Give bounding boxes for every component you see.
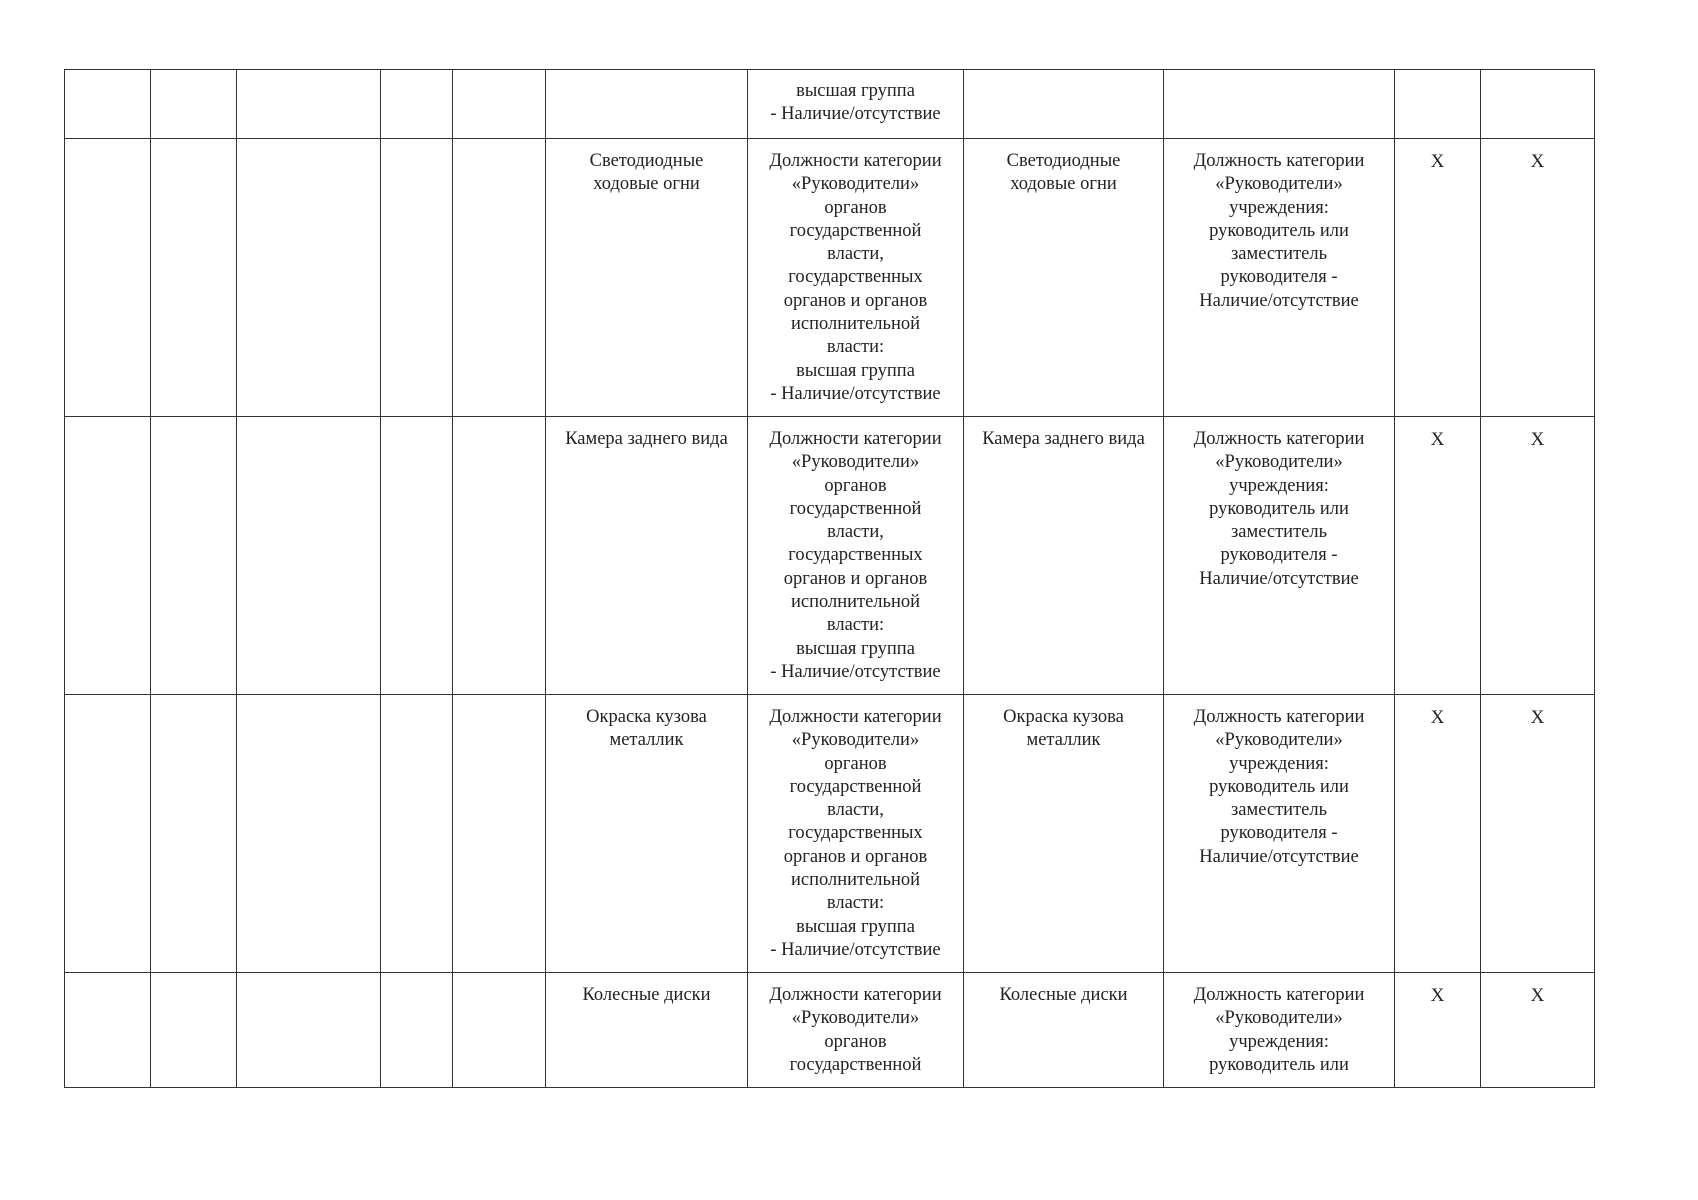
cell-name: [237, 973, 381, 1088]
table-row: [65, 139, 1595, 417]
cell-code: [151, 417, 237, 695]
cell-characteristic: [546, 70, 748, 139]
cell-position: Должности категории «Руководители» органов государственной власти, государственных органов и органов исполнительной власти: высшая группа - Наличие/отсутствие: [748, 417, 964, 695]
cell-unit-code: [381, 973, 453, 1088]
cell-code: [151, 973, 237, 1088]
cell-characteristic: Окраска кузова металлик: [546, 695, 748, 973]
cell-mark-2: X: [1481, 695, 1595, 973]
cell-position-2: Должность категории «Руководители» учреждения: руководитель или заместитель руководителя - Наличие/отсутствие: [1164, 139, 1395, 417]
cell-unit-code: [381, 139, 453, 417]
cell-number: [65, 70, 151, 139]
cell-position-2: [1164, 70, 1395, 139]
cell-position: высшая группа - Наличие/отсутствие: [748, 70, 964, 139]
cell-characteristic-2: Светодиодные ходовые огни: [964, 139, 1164, 417]
cell-characteristic: Светодиодные ходовые огни: [546, 139, 748, 417]
cell-code: [151, 70, 237, 139]
cell-name: [237, 139, 381, 417]
cell-unit-name: [453, 139, 546, 417]
table-row: [65, 70, 1595, 139]
cell-position-2: Должность категории «Руководители» учреждения: руководитель или заместитель руководителя - Наличие/отсутствие: [1164, 695, 1395, 973]
cell-unit-name: [453, 973, 546, 1088]
cell-characteristic: Камера заднего вида: [546, 417, 748, 695]
cell-number: [65, 973, 151, 1088]
table-row: [65, 695, 1595, 973]
cell-position-2: Должность категории «Руководители» учреждения: руководитель или заместитель руководителя - Наличие/отсутствие: [1164, 417, 1395, 695]
cell-unit-name: [453, 417, 546, 695]
cell-characteristic-2: Окраска кузова металлик: [964, 695, 1164, 973]
table-row: [65, 417, 1595, 695]
cell-mark-1: X: [1395, 695, 1481, 973]
cell-mark-2: [1481, 70, 1595, 139]
cell-mark-1: X: [1395, 417, 1481, 695]
cell-name: [237, 70, 381, 139]
cell-characteristic: Колесные диски: [546, 973, 748, 1088]
cell-code: [151, 695, 237, 973]
cell-unit-code: [381, 70, 453, 139]
cell-name: [237, 417, 381, 695]
cell-position-2: Должность категории «Руководители» учреждения: руководитель или: [1164, 973, 1395, 1088]
cell-mark-2: X: [1481, 417, 1595, 695]
cell-position: Должности категории «Руководители» органов государственной власти, государственных органов и органов исполнительной власти: высшая группа - Наличие/отсутствие: [748, 139, 964, 417]
cell-position: Должности категории «Руководители» органов государственной: [748, 973, 964, 1088]
cell-unit-name: [453, 695, 546, 973]
cell-characteristic-2: Колесные диски: [964, 973, 1164, 1088]
cell-number: [65, 417, 151, 695]
cell-mark-2: X: [1481, 973, 1595, 1088]
cell-mark-1: X: [1395, 139, 1481, 417]
cell-position: Должности категории «Руководители» органов государственной власти, государственных органов и органов исполнительной власти: высшая группа - Наличие/отсутствие: [748, 695, 964, 973]
cell-unit-code: [381, 417, 453, 695]
cell-unit-code: [381, 695, 453, 973]
cell-unit-name: [453, 70, 546, 139]
cell-mark-1: [1395, 70, 1481, 139]
table-row: [65, 973, 1595, 1088]
cell-characteristic-2: [964, 70, 1164, 139]
cell-mark-2: X: [1481, 139, 1595, 417]
cell-mark-1: X: [1395, 973, 1481, 1088]
cell-characteristic-2: Камера заднего вида: [964, 417, 1164, 695]
requirements-table: [64, 69, 1595, 1088]
cell-number: [65, 139, 151, 417]
cell-name: [237, 695, 381, 973]
cell-code: [151, 139, 237, 417]
cell-number: [65, 695, 151, 973]
